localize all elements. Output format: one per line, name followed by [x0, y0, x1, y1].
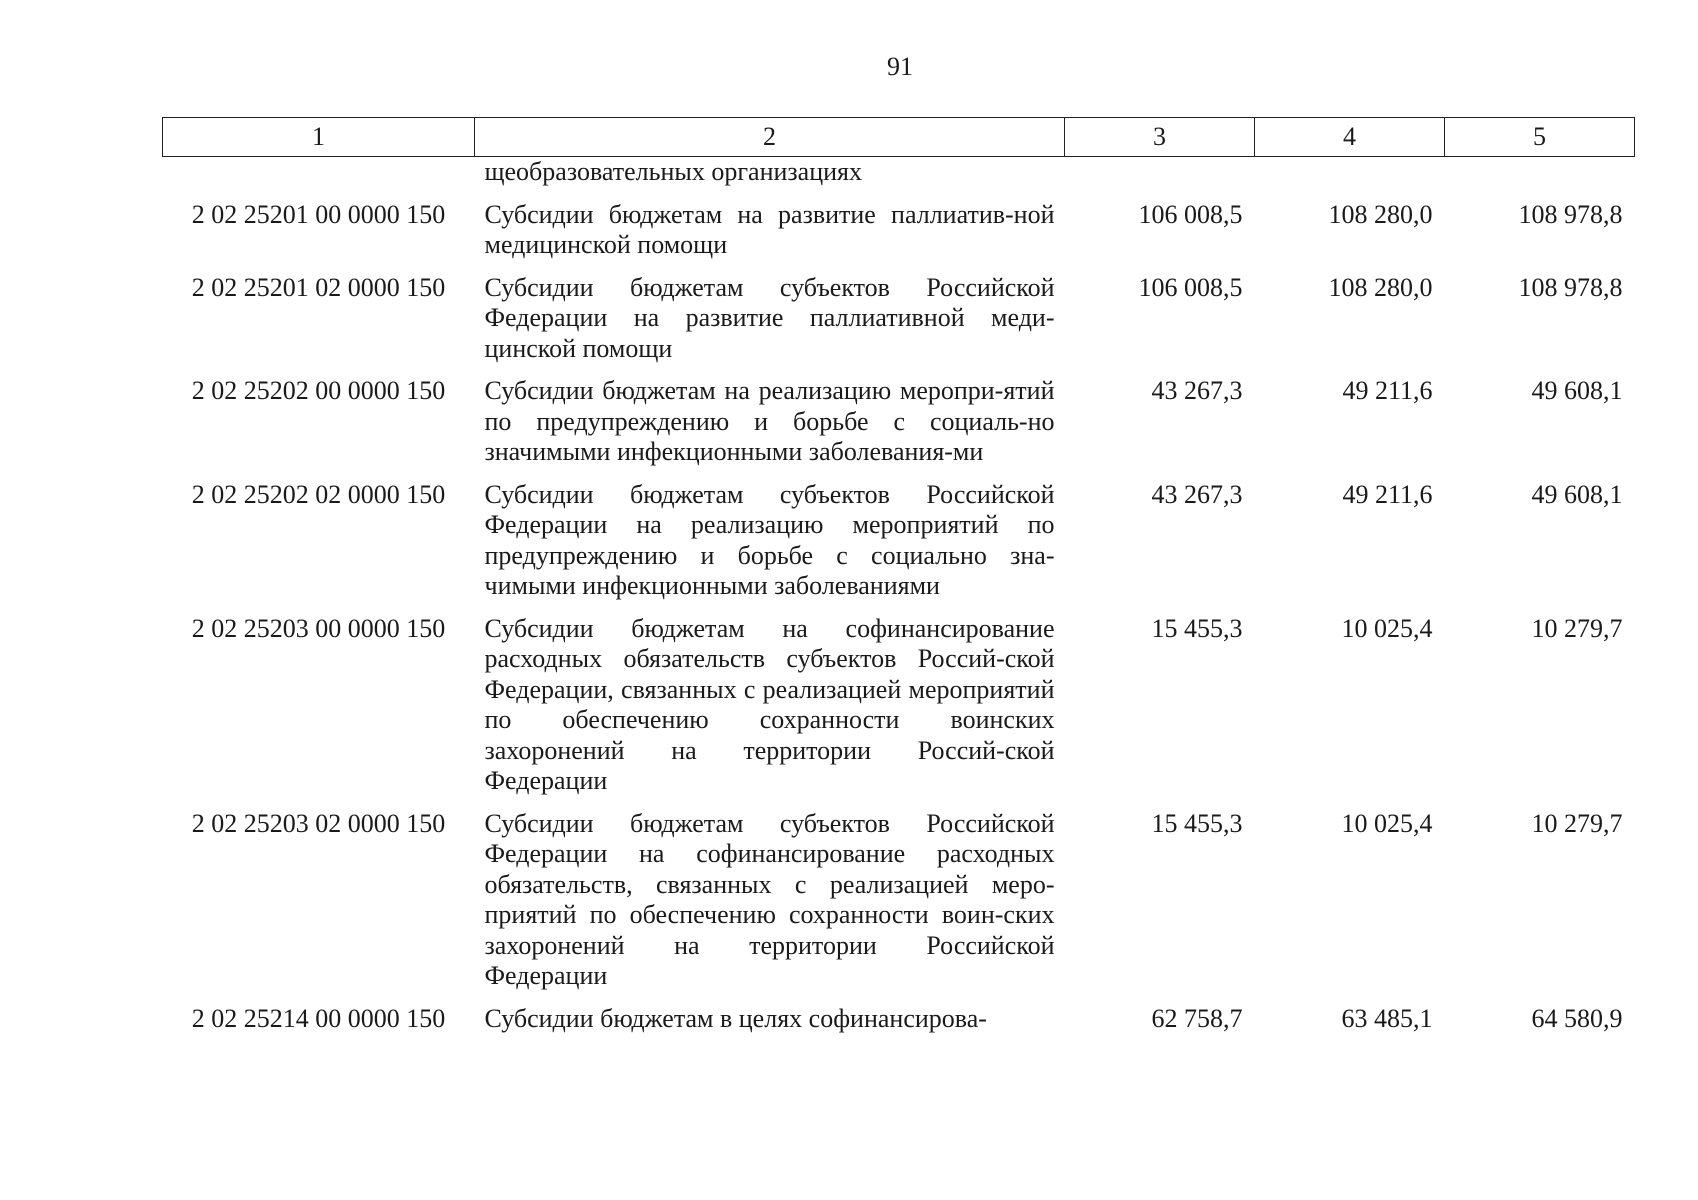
row-value-col3: 62 758,7 [1151, 1003, 1243, 1033]
row-description: Субсидии бюджетам в целях софинансирова- [484, 1003, 987, 1033]
header-col-5: 5 [1445, 118, 1635, 157]
row-value-col5: 49 608,1 [1531, 376, 1623, 405]
table-row [163, 364, 1635, 468]
row-value-col3: 43 267,3 [1151, 376, 1243, 405]
table-header [163, 118, 1635, 157]
table-row [163, 188, 1635, 261]
continuation-row [163, 157, 1635, 188]
row-code: 2 02 25203 02 0000 150 [191, 808, 446, 838]
row-value-col4: 49 211,6 [1342, 479, 1433, 509]
row-description: Субсидии бюджетам на развитие паллиатив-ной медицинской помощи [484, 199, 1055, 259]
row-value-col4: 49 211,6 [1342, 376, 1433, 405]
row-value-col5: 108 978,8 [1518, 199, 1623, 229]
row-value-col3: 15 455,3 [1151, 613, 1243, 643]
row-description: Субсидии бюджетам на софинансирование расходных обязательств субъектов Россий-ской Федерации, связанных с реализацией мероприятий по обеспечению сохранности воинских захоронений на территории Россий-ской Федерации [484, 613, 1055, 795]
row-code: 2 02 25203 00 0000 150 [191, 613, 446, 643]
header-col-2: 2 [475, 118, 1065, 157]
row-description: Субсидии бюджетам субъектов Российской Федерации на реализацию мероприятий по предупреждению и борьбе с социально зна-чимыми инфекционными заболеваниями [484, 479, 1055, 600]
row-value-col4: 108 280,0 [1328, 199, 1433, 229]
header-col-3: 3 [1065, 118, 1255, 157]
row-description: Субсидии бюджетам на реализацию меропри-ятий по предупреждению и борьбе с социаль-но значимыми инфекционными заболевания-ми [484, 376, 1055, 466]
row-value-col4: 108 280,0 [1328, 272, 1433, 302]
continuation-text: щеобразовательных организациях [484, 157, 862, 186]
row-value-col5: 10 279,7 [1531, 808, 1623, 838]
table-row [163, 261, 1635, 365]
row-value-col4: 10 025,4 [1341, 808, 1433, 838]
table-row [163, 602, 1635, 797]
table-row [163, 468, 1635, 602]
row-value-col5: 10 279,7 [1531, 613, 1623, 643]
header-col-1: 1 [163, 118, 475, 157]
row-description: Субсидии бюджетам субъектов Российской Федерации на развитие паллиативной меди-цинской помощи [484, 272, 1055, 363]
table-row [163, 992, 1635, 1035]
row-value-col4: 63 485,1 [1341, 1003, 1433, 1033]
row-value-col3: 106 008,5 [1138, 199, 1243, 229]
row-value-col5: 108 978,8 [1518, 272, 1623, 302]
row-value-col3: 15 455,3 [1151, 808, 1243, 838]
row-value-col4: 10 025,4 [1341, 613, 1433, 643]
row-code: 2 02 25214 00 0000 150 [191, 1003, 446, 1033]
row-value-col5: 64 580,9 [1531, 1003, 1623, 1033]
header-col-4: 4 [1255, 118, 1445, 157]
row-code: 2 02 25201 00 0000 150 [191, 199, 446, 229]
row-code: 2 02 25201 02 0000 150 [191, 272, 446, 302]
budget-table [162, 117, 1635, 1034]
row-value-col5: 49 608,1 [1531, 479, 1623, 509]
row-value-col3: 43 267,3 [1151, 479, 1243, 509]
page-number: 91 [887, 52, 913, 81]
row-code: 2 02 25202 00 0000 150 [191, 376, 446, 405]
row-description: Субсидии бюджетам субъектов Российской Федерации на софинансирование расходных обязательств, связанных с реализацией меро-приятий по обеспечению сохранности воин-ских захоронений на территории Российской Федерации [484, 808, 1055, 990]
table-row [163, 797, 1635, 992]
row-value-col3: 106 008,5 [1138, 272, 1243, 302]
row-code: 2 02 25202 02 0000 150 [191, 479, 446, 509]
